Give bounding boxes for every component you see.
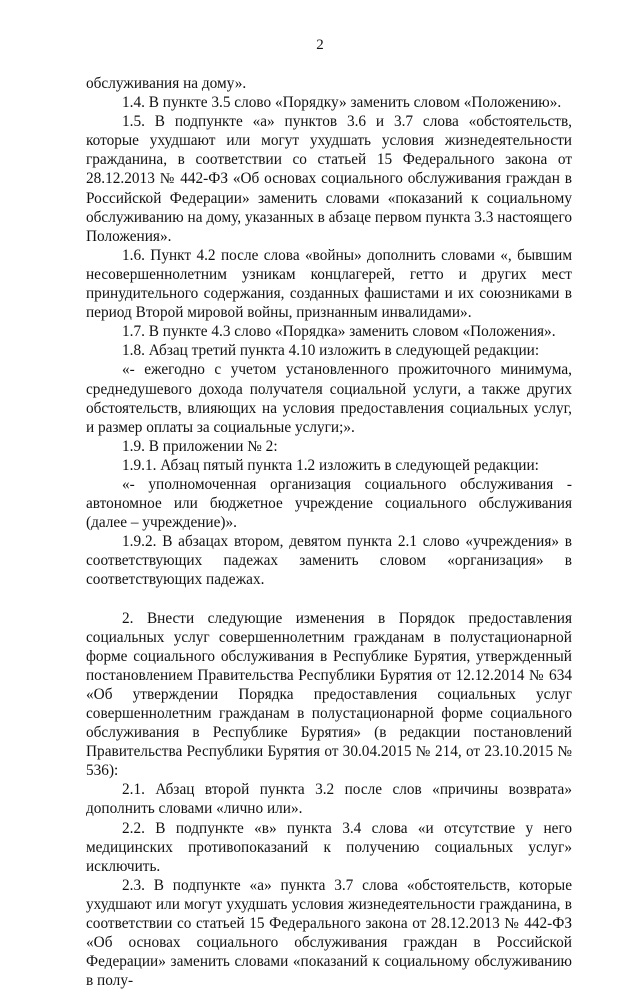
paragraph-1-9: 1.9. В приложении № 2: (122, 437, 278, 455)
paragraph-1-9-2: 1.9.2. В абзацах втором, девятом пункта 2.1 слово «учреждения» в соответствующих падежах заменить словом «организация» в соответствующих падежах. (86, 533, 572, 589)
paragraph-1-9-1-quote: «- уполномоченная организация социального обслуживания - автономное или бюджетное учреждение социального обслуживания (далее – учреждение)». (86, 475, 572, 532)
paragraph-1-5: 1.5. В подпункте «а» пунктов 3.6 и 3.7 слова «обстоятельств, которые ухудшают или могут ухудшать условия жизнедеятельности гражданина, в соответствии со статьей 15 Федерального закона от 28.12.2013 № 442-ФЗ «Об основах социального обслуживания граждан в Российской Федерации» заменить словами «показаний к социальному обслуживанию на дому, указанных в абзаце первом пункта 3.3 настоящего Положения». (86, 113, 572, 245)
paragraph-2-3: 2.3. В подпункте «а» пункта 3.7 слова «обстоятельств, которые ухудшают или могут ухудшать условия жизнедеятельности гражданина, в соответствии со статьей 15 Федерального закона от 28.12.2013 № 442-ФЗ «Об основах социального обслуживания граждан в Российской Федерации» заменить словами «показаний к социальному обслуживанию в полу- (86, 876, 572, 990)
paragraph-2-1: 2.1. Абзац второй пункта 3.2 после слов «причины возврата» дополнить словами «лично или». (86, 781, 572, 818)
paragraph-1-6: 1.6. Пункт 4.2 после слова «войны» дополнить словами «, бывшим несовершеннолетним узникам концлагерей, гетто и других мест принудительного содержания, созданных фашистами и их союзниками в период Второй мировой войны, признанным инвалидами». (86, 246, 572, 322)
paragraph-1-8-quote: «- ежегодно с учетом установленного прожиточного минимума, среднедушевого дохода получателя социальной услуги, а также других обстоятельств, влияющих на условия предоставления социальных услуг, и размер оплаты за социальные услуги;». (86, 361, 572, 436)
section-spacer (86, 590, 572, 609)
paragraph-continuation: обслуживания на дому». (86, 75, 247, 92)
paragraph-1-8: 1.8. Абзац третий пункта 4.10 изложить в следующей редакции: (122, 342, 540, 360)
document-body (86, 74, 572, 990)
page-number: 2 (316, 37, 324, 53)
paragraph-1-4: 1.4. В пункте 3.5 слово «Порядку» заменить словом «Положению». (122, 94, 562, 112)
paragraph-2-2: 2.2. В подпункте «в» пункта 3.4 слова «и отсутствие у него медицинских противопоказаний к получению социальных услуг» исключить. (86, 819, 572, 875)
paragraph-1-7: 1.7. В пункте 4.3 слово «Порядка» заменить словом «Положения». (122, 323, 556, 341)
paragraph-2: 2. Внести следующие изменения в Порядок предоставления социальных услуг совершеннолетним гражданам в полустационарной форме социального обслуживания в Республике Бурятия, утвержденный постановлением Правительства Республики Бурятия от 12.12.2014 № 634 «Об утверждении Порядка предоставления социальных услуг совершеннолетним гражданам в полустационарной форме социального обслуживания в Республике Бурятия» (в редакции постановлений Правительства Республики Бурятия от 30.04.2015 № 214, от 23.10.2015 № 536): (86, 609, 572, 780)
paragraph-1-9-1: 1.9.1. Абзац пятый пункта 1.2 изложить в следующей редакции: (122, 456, 539, 474)
